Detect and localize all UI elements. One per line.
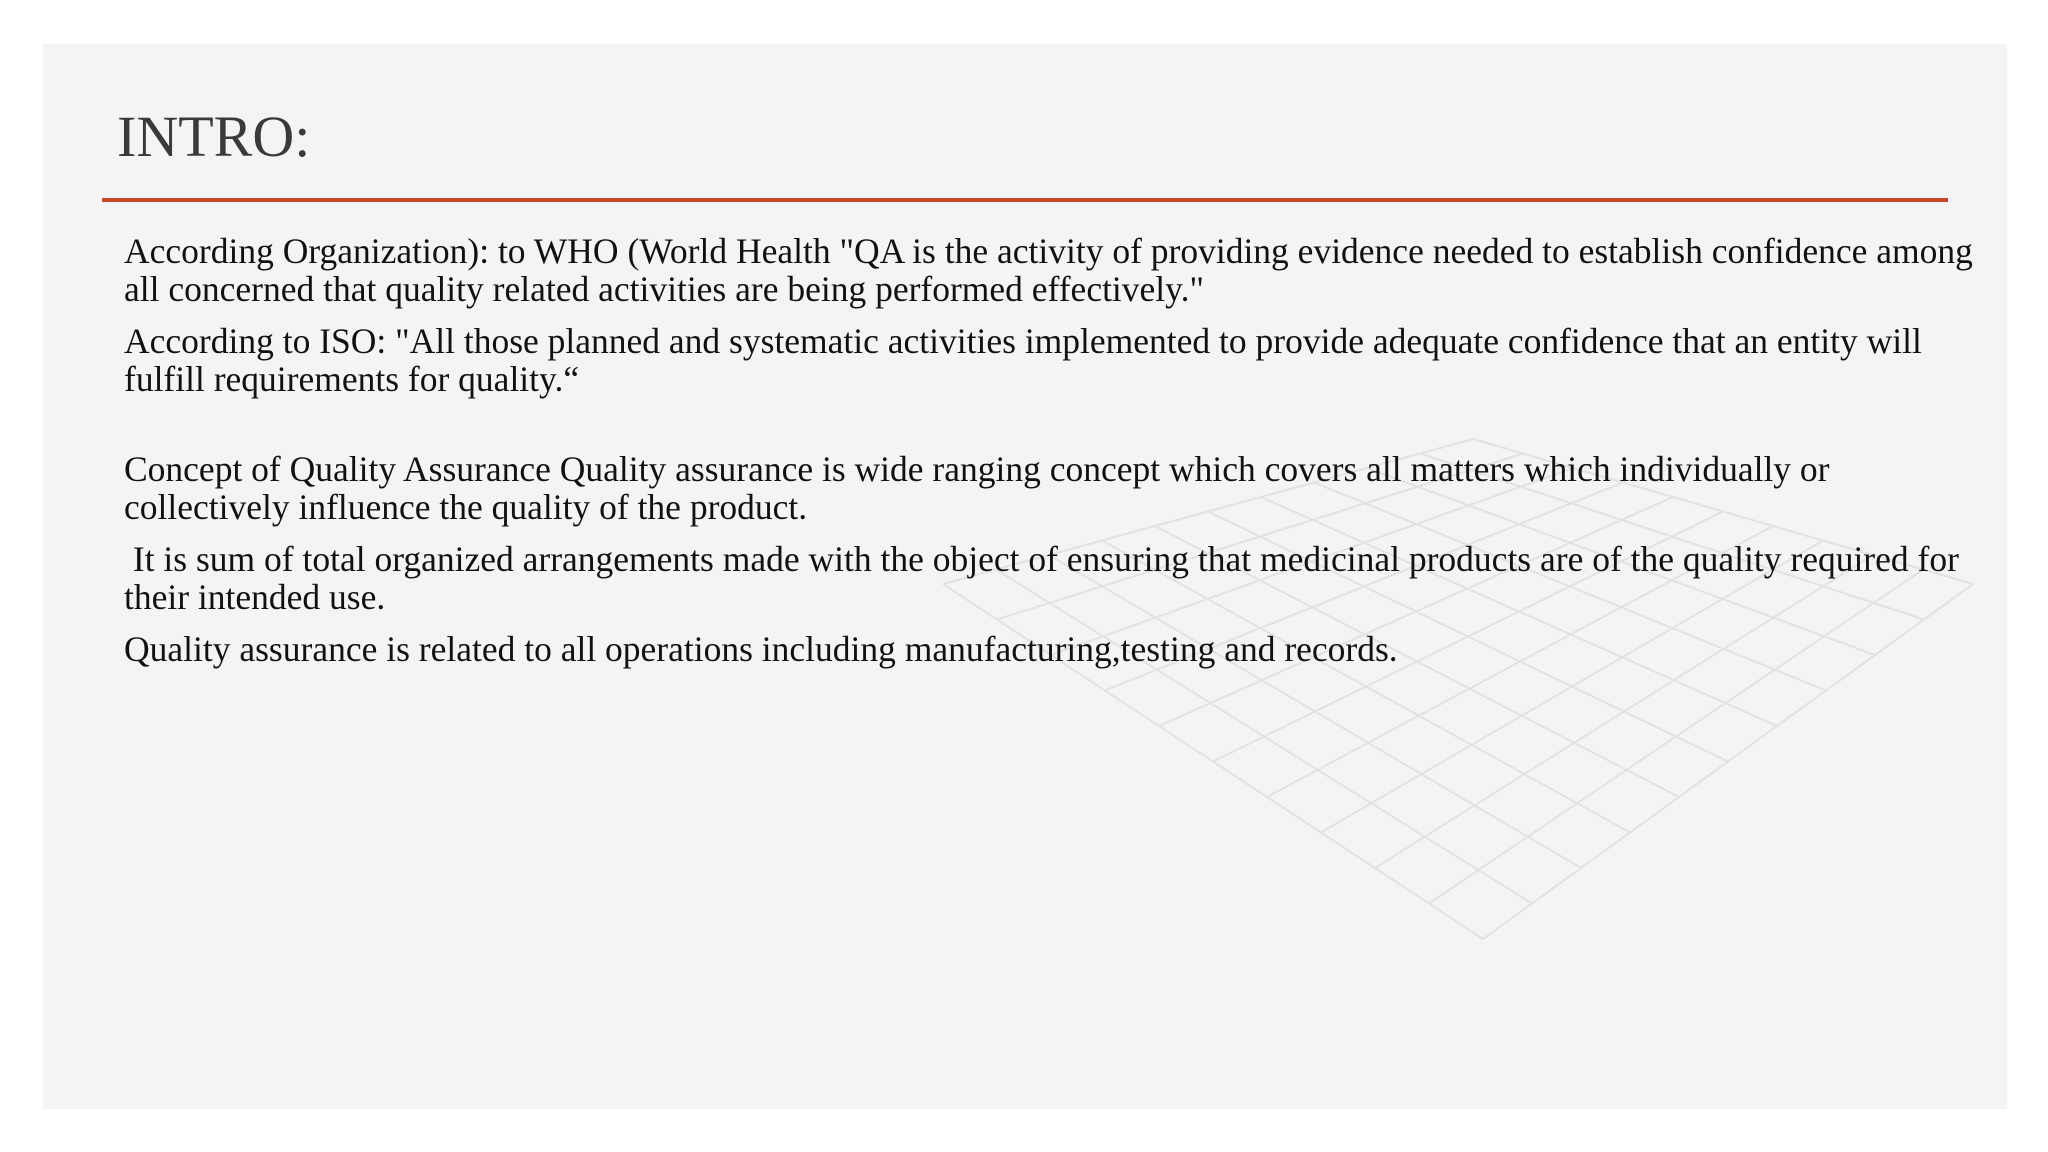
paragraph-iso-definition: According to ISO: "All those planned and systematic activities implemented to provide adequate confidence that an entity will fulfill requirements for quality.“ — [124, 321, 1931, 399]
slide-body — [124, 231, 1982, 682]
title-divider — [102, 198, 1948, 202]
paragraph-organized-arrangements: It is sum of total organized arrangements made with the object of ensuring that medicinal products are of the quality required for their intended use. — [124, 539, 1968, 617]
slide — [43, 44, 2007, 1109]
paragraph-qa-concept: Concept of Quality Assurance Quality assurance is wide ranging concept which covers all matters which individually or collectively influence the quality of the product. — [124, 449, 1839, 527]
paragraph-who-definition: According Organization): to WHO (World Health "QA is the activity of providing evidence needed to establish confidence among all concerned that quality related activities are being performed effectively." — [124, 231, 1982, 309]
slide-title: INTRO: — [117, 104, 311, 169]
paragraph-operations: Quality assurance is related to all operations including manufacturing,testing and records. — [124, 629, 1398, 669]
